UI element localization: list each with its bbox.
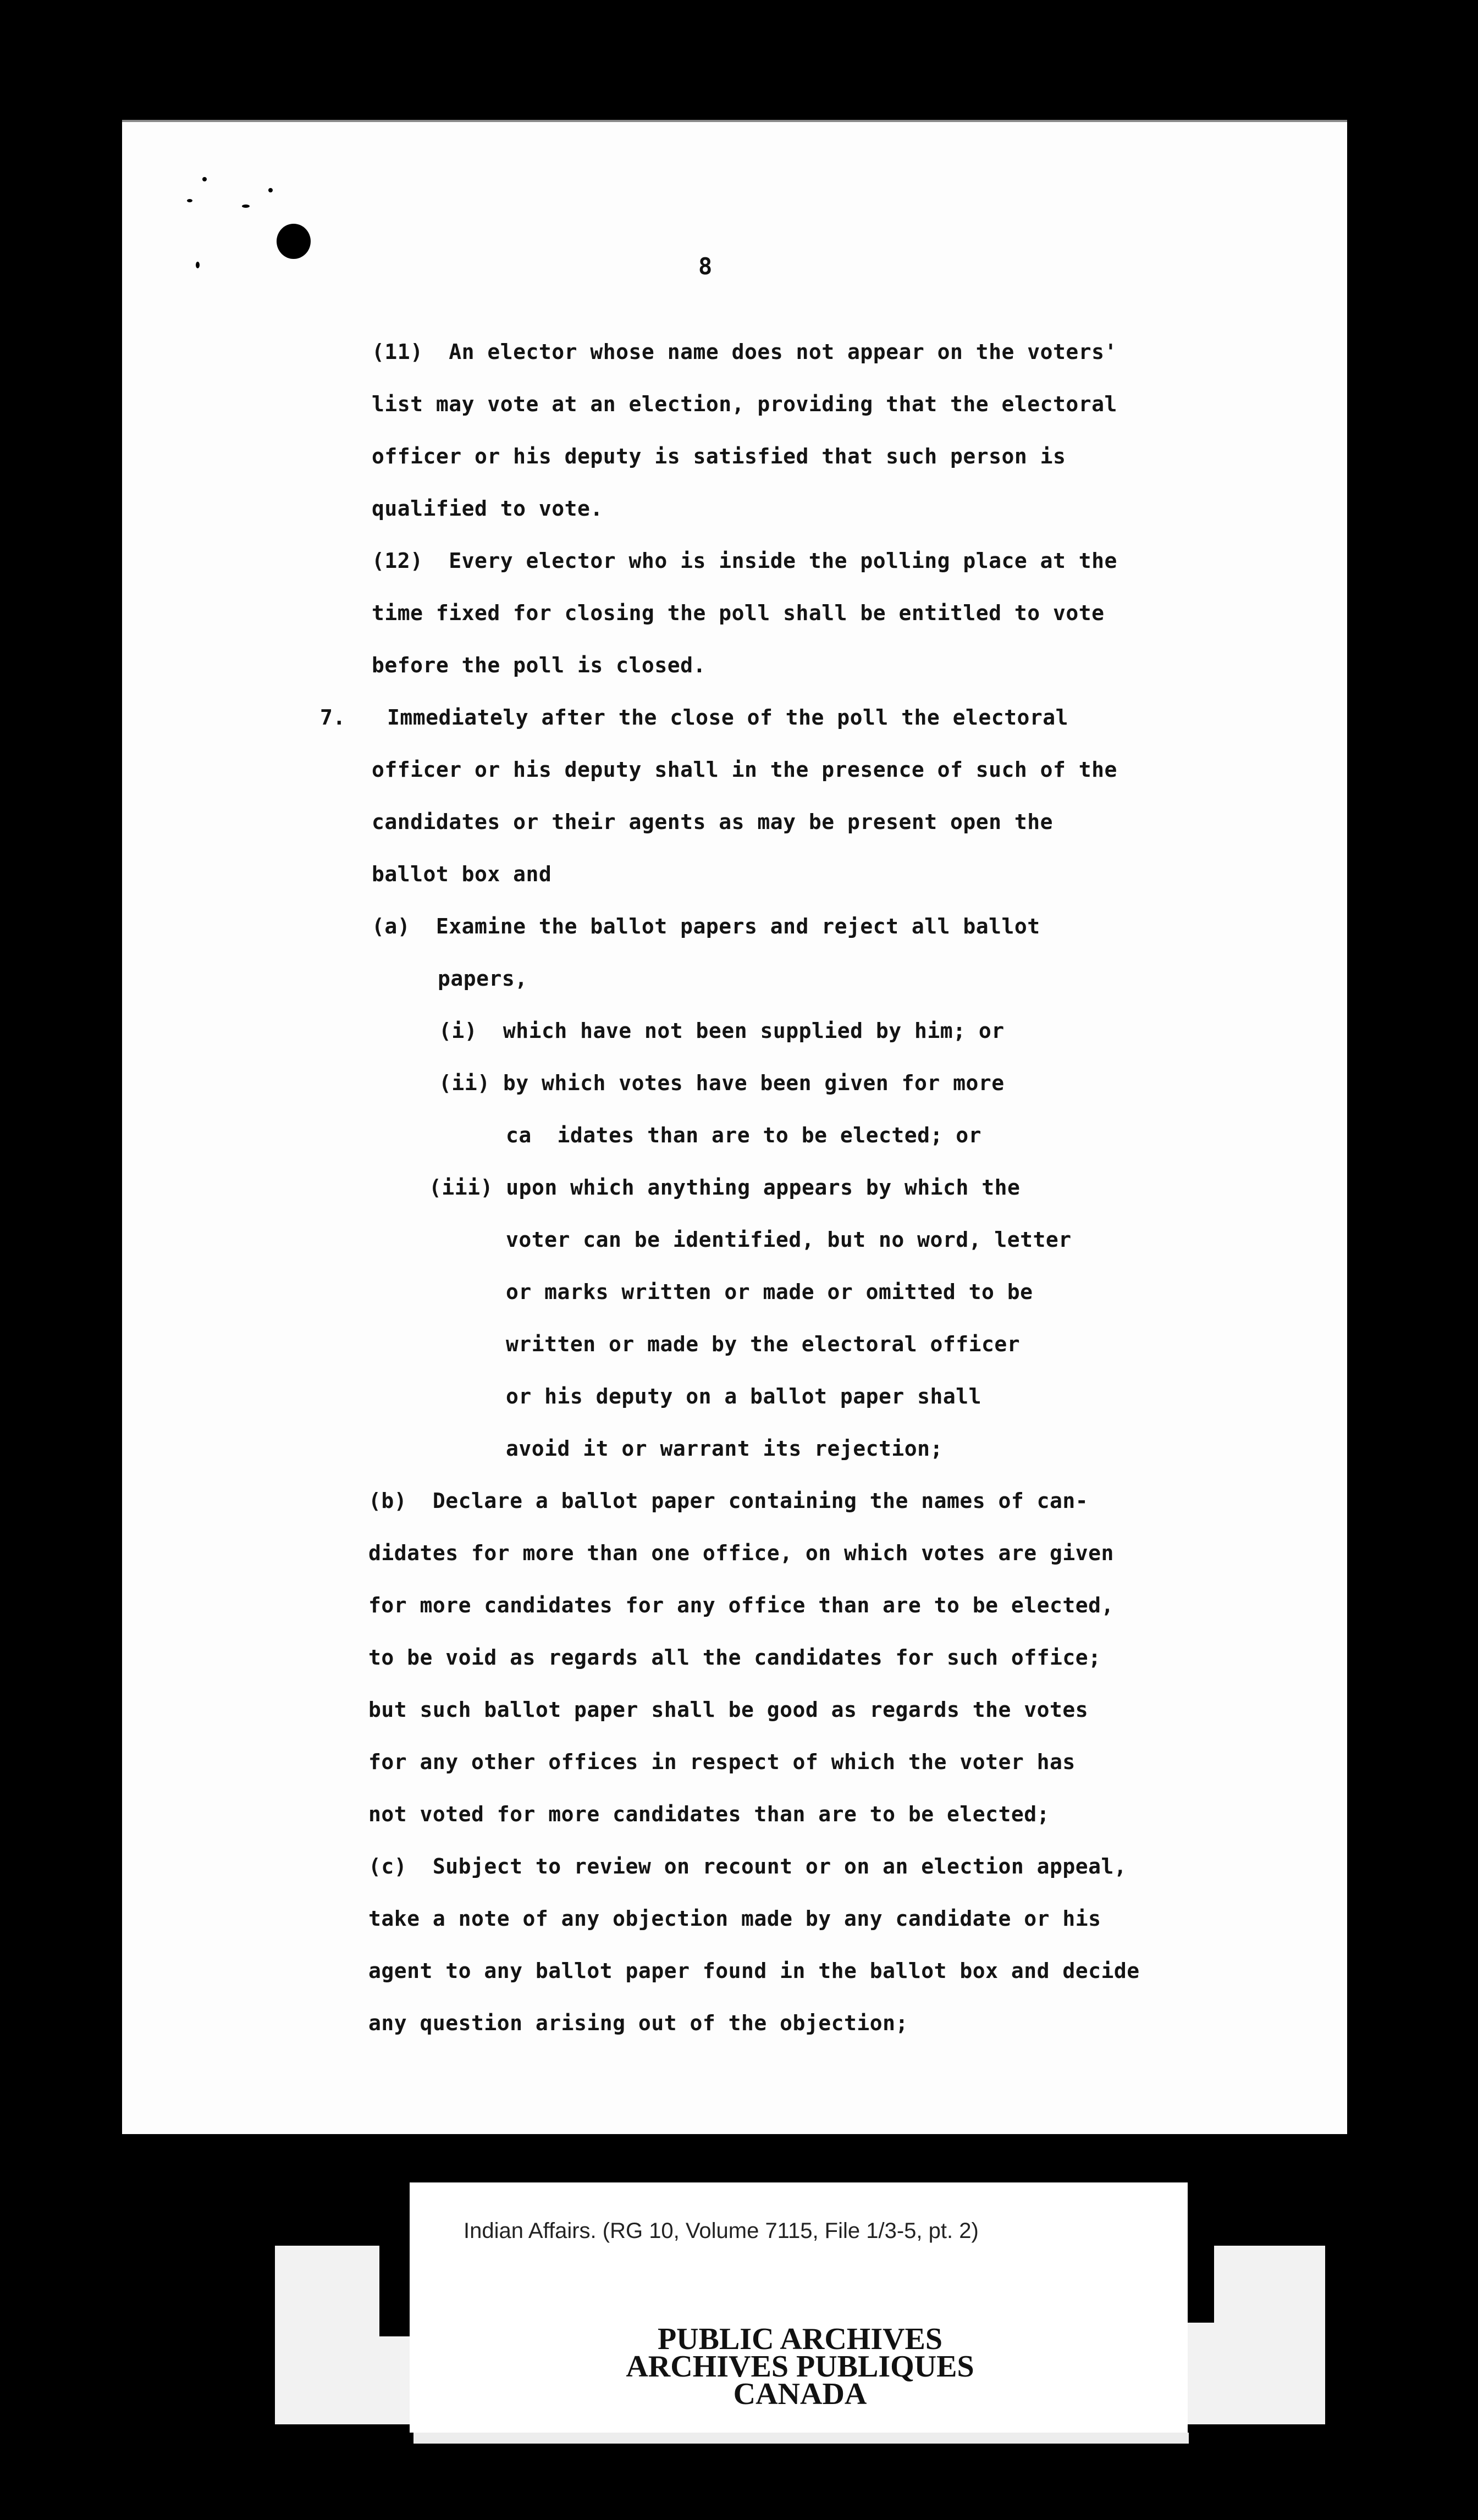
text-line: ca idates than are to be elected; or bbox=[506, 1123, 981, 1147]
text-line: written or made by the electoral officer bbox=[506, 1332, 1021, 1356]
text-line: candidates or their agents as may be present open the bbox=[372, 810, 1054, 834]
page-number: 8 bbox=[698, 253, 713, 280]
speck bbox=[202, 177, 207, 181]
label-bottom-strip bbox=[413, 2433, 1189, 2444]
label-notch bbox=[379, 2246, 410, 2325]
stamp-line: PUBLIC ARCHIVES bbox=[657, 2322, 943, 2356]
text-line: (a) Examine the ballot papers and reject all ballot bbox=[372, 914, 1040, 938]
text-line: or his deputy on a ballot paper shall bbox=[506, 1384, 981, 1408]
text-line: take a note of any objection made by any candidate or his bbox=[368, 1906, 1101, 1931]
speck bbox=[268, 188, 273, 192]
text-line: not voted for more candidates than are to be elected; bbox=[368, 1802, 1050, 1826]
text-line: (12) Every elector who is inside the polling place at the bbox=[372, 549, 1117, 573]
text-line: qualified to vote. bbox=[372, 496, 603, 521]
text-line: papers, bbox=[438, 966, 528, 991]
text-line: to be void as regards all the candidates for such office; bbox=[368, 1645, 1101, 1670]
text-line: list may vote at an election, providing that the electoral bbox=[372, 392, 1117, 416]
stamp-line: ARCHIVES PUBLIQUES bbox=[626, 2350, 974, 2384]
text-line: agent to any ballot paper found in the ballot box and decide bbox=[368, 1959, 1140, 1983]
text-line: (b) Declare a ballot paper containing the names of can- bbox=[368, 1489, 1089, 1513]
archive-reference: Indian Affairs. (RG 10, Volume 7115, File 1/3-5, pt. 2) bbox=[464, 2219, 979, 2243]
text-line: before the poll is closed. bbox=[372, 653, 706, 677]
speck bbox=[196, 262, 200, 268]
text-line: (iii) upon which anything appears by which the bbox=[429, 1175, 1021, 1200]
text-line: ballot box and bbox=[372, 862, 552, 886]
text-line: (i) which have not been supplied by him; or bbox=[439, 1019, 1005, 1043]
text-line: officer or his deputy is satisfied that such person is bbox=[372, 444, 1066, 468]
text-line: officer or his deputy shall in the presence of such of the bbox=[372, 758, 1117, 782]
text-line: voter can be identified, but no word, letter bbox=[506, 1228, 1072, 1252]
stamp-line: CANADA bbox=[733, 2377, 867, 2411]
label-notch bbox=[1188, 2243, 1214, 2323]
text-line: but such ballot paper shall be good as regards the votes bbox=[368, 1698, 1089, 1722]
text-line: (11) An elector whose name does not appear on the voters' bbox=[372, 340, 1117, 364]
text-line: for any other offices in respect of which the voter has bbox=[368, 1750, 1076, 1774]
text-line: (ii) by which votes have been given for more bbox=[439, 1071, 1005, 1095]
text-line: any question arising out of the objection; bbox=[368, 2011, 908, 2035]
text-line: time fixed for closing the poll shall be entitled to vote bbox=[372, 601, 1105, 625]
speck bbox=[187, 199, 192, 202]
label-notch bbox=[379, 2325, 410, 2336]
text-line: Immediately after the close of the poll the electoral bbox=[387, 705, 1069, 730]
text-line: for more candidates for any office than are to be elected, bbox=[368, 1593, 1114, 1617]
archive-stamp bbox=[605, 2322, 995, 2411]
speck bbox=[242, 205, 250, 208]
text-line: (c) Subject to review on recount or on an election appeal, bbox=[368, 1854, 1127, 1878]
section-number: 7. bbox=[320, 705, 346, 730]
punch-hole bbox=[277, 224, 311, 259]
text-line: or marks written or made or omitted to be bbox=[506, 1280, 1033, 1304]
text-line: avoid it or warrant its rejection; bbox=[506, 1436, 943, 1461]
text-line: didates for more than one office, on which votes are given bbox=[368, 1541, 1114, 1565]
